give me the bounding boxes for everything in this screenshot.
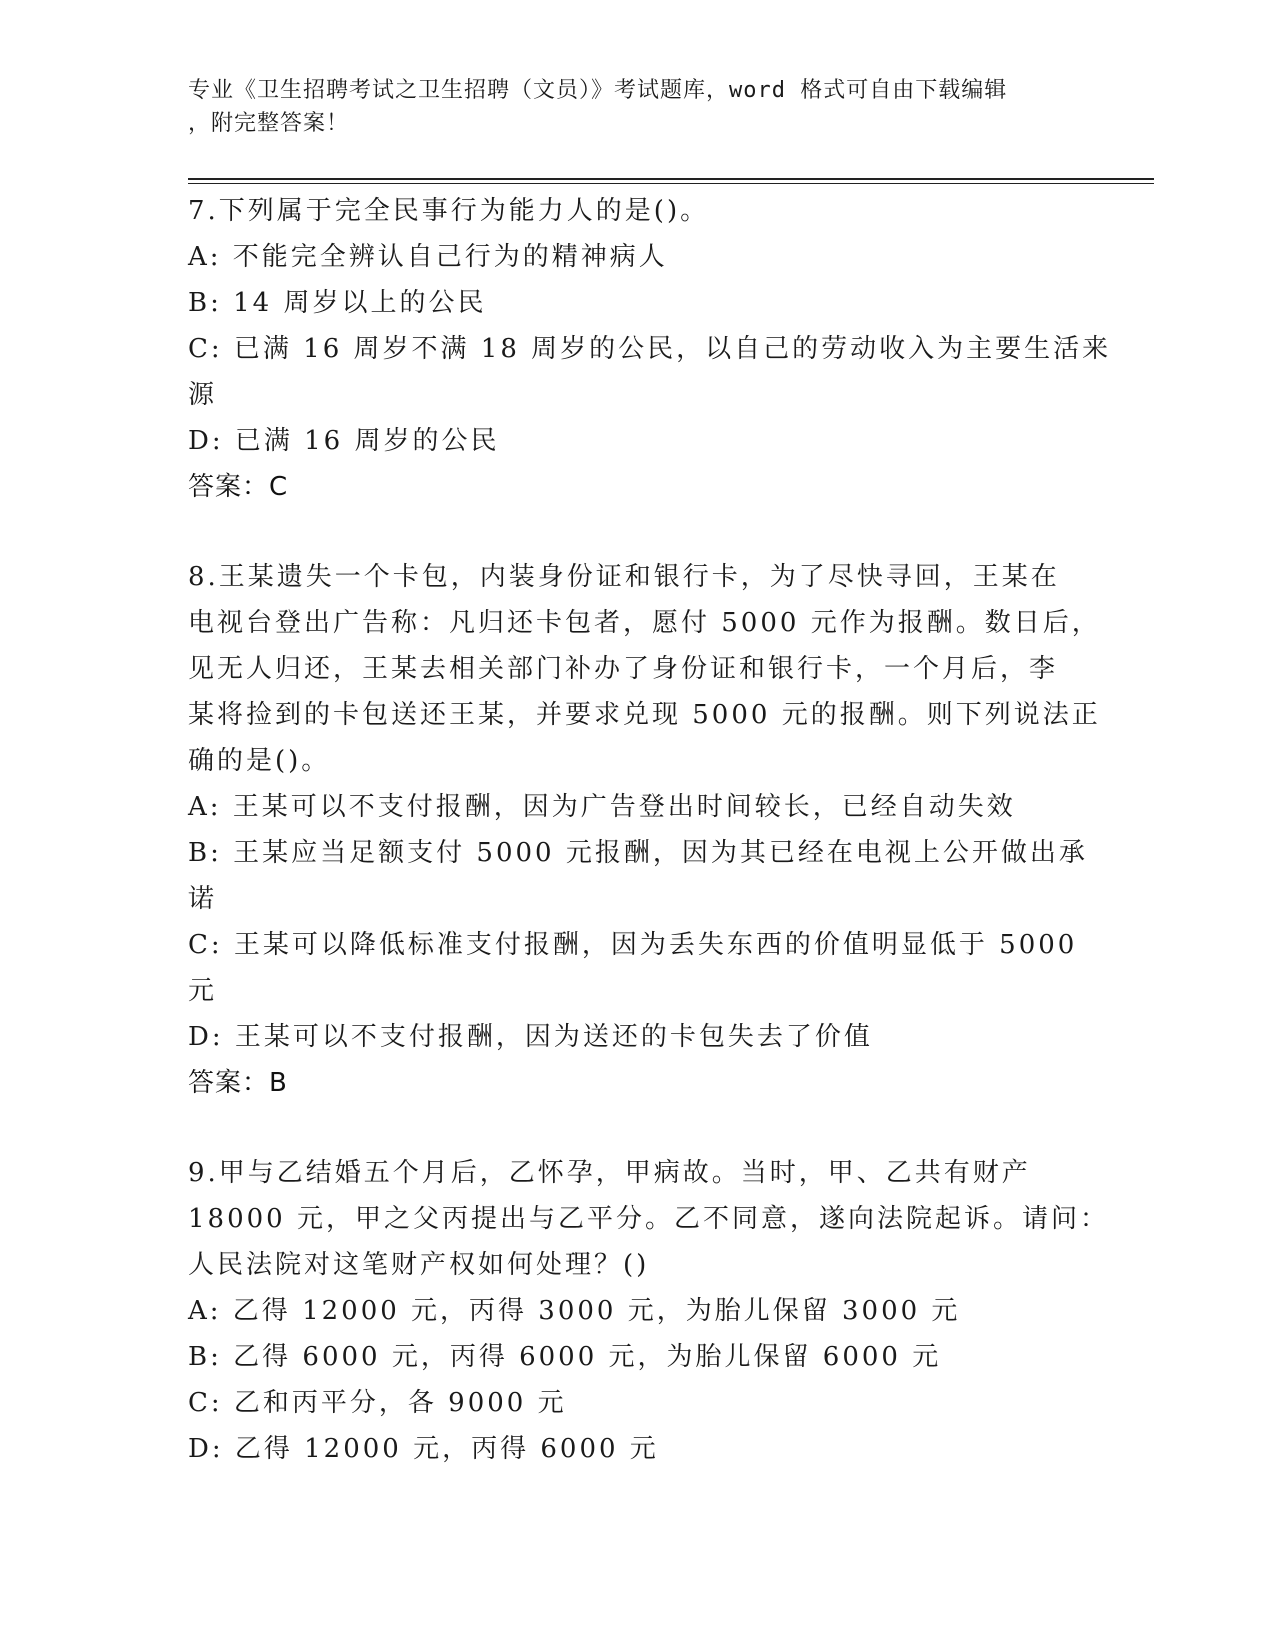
option-b-continued: 诺 (188, 884, 218, 914)
option-c: C: 已满 16 周岁不满 18 周岁的公民，以自己的劳动收入为主要生活来 (188, 334, 1112, 364)
answer-label: 答案：C (188, 472, 289, 502)
document-header (188, 74, 1068, 140)
answer-label: 答案：B (188, 1068, 288, 1098)
option-c: C: 王某可以降低标准支付报酬，因为丢失东西的价值明显低于 5000 (188, 930, 1078, 960)
option-a: A: 不能完全辨认自己行为的精神病人 (188, 242, 668, 272)
option-d: D: 乙得 12000 元，丙得 6000 元 (188, 1434, 659, 1464)
question-stem: 8.王某遗失一个卡包，内装身份证和银行卡，为了尽快寻回，王某在 (188, 562, 1060, 592)
question-stem-continued: 见无人归还，王某去相关部门补办了身份证和银行卡，一个月后，李 (188, 654, 1059, 684)
option-c-continued: 源 (188, 380, 218, 410)
question-stem-continued: 电视台登出广告称：凡归还卡包者，愿付 5000 元作为报酬。数日后， (188, 608, 1101, 638)
option-b: B: 王某应当足额支付 5000 元报酬，因为其已经在电视上公开做出承 (188, 838, 1088, 868)
option-d: D: 王某可以不支付报酬，因为送还的卡包失去了价值 (188, 1022, 873, 1052)
question-stem-continued: 确的是()。 (188, 746, 331, 776)
question-stem-continued: 人民法院对这笔财产权如何处理？() (188, 1250, 650, 1280)
header-line-2: ，附完整答案！ (188, 111, 350, 136)
header-divider-thick (188, 178, 1154, 180)
header-divider-thin (188, 183, 1154, 184)
option-d: D: 已满 16 周岁的公民 (188, 426, 500, 456)
question-8 (188, 554, 1101, 1106)
question-stem-continued: 某将捡到的卡包送还王某，并要求兑现 5000 元的报酬。则下列说法正 (188, 700, 1101, 730)
question-9 (188, 1150, 1109, 1472)
question-spacer (188, 510, 1088, 554)
option-b: B: 乙得 6000 元，丙得 6000 元，为胎儿保留 6000 元 (188, 1342, 942, 1372)
option-c-continued: 元 (188, 976, 218, 1006)
header-line-1: 专业《卫生招聘考试之卫生招聘（文员）》考试题库，word 格式可自由下载编辑 (188, 78, 1008, 103)
question-stem-continued: 18000 元，甲之父丙提出与乙平分。乙不同意，遂向法院起诉。请问： (188, 1204, 1109, 1234)
question-stem: 7.下列属于完全民事行为能力人的是()。 (188, 196, 710, 226)
option-a: A: 乙得 12000 元，丙得 3000 元，为胎儿保留 3000 元 (188, 1296, 961, 1326)
option-b: B: 14 周岁以上的公民 (188, 288, 487, 318)
question-list (188, 188, 1112, 1472)
question-spacer (188, 1106, 1088, 1150)
question-stem: 9.甲与乙结婚五个月后，乙怀孕，甲病故。当时，甲、乙共有财产 (188, 1158, 1031, 1188)
question-7 (188, 188, 1112, 510)
option-c: C: 乙和丙平分，各 9000 元 (188, 1388, 567, 1418)
option-a: A: 王某可以不支付报酬，因为广告登出时间较长，已经自动失效 (188, 792, 1016, 822)
